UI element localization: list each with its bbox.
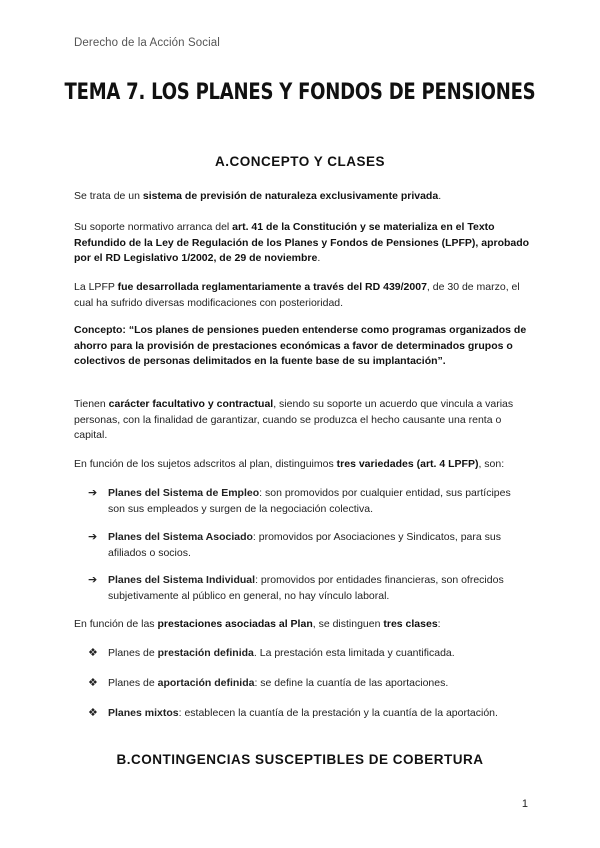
list-item: ❖ Planes de aportación definida: se define la cuantía de las aportaciones. [88,676,528,692]
diamond-icon: ❖ [88,647,98,659]
section-heading-b: B.CONTINGENCIAS SUSCEPTIBLES DE COBERTURA [116,752,484,767]
paragraph-intro: Se trata de un sistema de previsión de naturaleza exclusivamente privada. [74,190,442,202]
paragraph-character: Tienen carácter facultativo y contractual, siendo su soporte un acuerdo que vincula a varias personas, con la finalidad de garantizar, cuando se produzca el hecho causante una renta o capital. [74,398,514,441]
list-item: ➔ Planes del Sistema de Empleo: son promovidos por cualquier entidad, sus partícipes son sus empleados y surgen de la negociación colectiva. [88,487,511,515]
list-item: ❖ Planes de prestación definida. La prestación esta limitada y cuantificada. [88,646,528,662]
page-number: 1 [521,798,528,810]
page-title: TEMA 7. LOS PLANES Y FONDOS DE PENSIONES [64,80,536,105]
list-item: ➔ Planes del Sistema Asociado: promovidos por Asociaciones y Sindicatos, para sus afiliados o socios. [88,531,501,559]
arrow-icon: ➔ [88,487,98,499]
list-item: ❖ Planes mixtos: establecen la cuantía de la prestación y la cuantía de la aportación. [88,706,528,722]
paragraph-concept: Concepto: “Los planes de pensiones pueden entenderse como programas organizados de ahorro para la provisión de prestaciones económicas a favor de determinados grupos o colectivos de personas delimitados en la fuente base de su implantación”. [74,324,527,367]
diamond-icon: ❖ [88,677,98,689]
arrow-icon: ➔ [88,574,98,586]
paragraph-legal-basis: Su soporte normativo arranca del art. 41 de la Constitución y se materializa en el Texto Refundido de la Ley de Regulación de los Planes y Fondos de Pensiones (LPFP), aprobado por el RD Legislativo 1/2002, de 29 de noviembre. [74,221,530,264]
paragraph-regulation: La LPFP fue desarrollada reglamentariamente a través del RD 439/2007, de 30 de marzo, el cual ha sufrido diversas modificaciones con posterioridad. [74,281,520,309]
section-heading-a: A.CONCEPTO Y CLASES [214,154,386,169]
diamond-icon: ❖ [88,707,98,719]
paragraph-varieties: En función de los sujetos adscritos al plan, distinguimos tres variedades (art. 4 LPFP), son: [74,458,505,470]
paragraph-classes: En función de las prestaciones asociadas al Plan, se distinguen tres clases: [74,618,441,630]
running-header: Derecho de la Acción Social [74,37,220,49]
arrow-icon: ➔ [88,531,98,543]
list-item: ➔ Planes del Sistema Individual: promovidos por entidades financieras, son ofrecidos subjetivamente al público en general, no hay vínculo laboral. [88,574,504,602]
